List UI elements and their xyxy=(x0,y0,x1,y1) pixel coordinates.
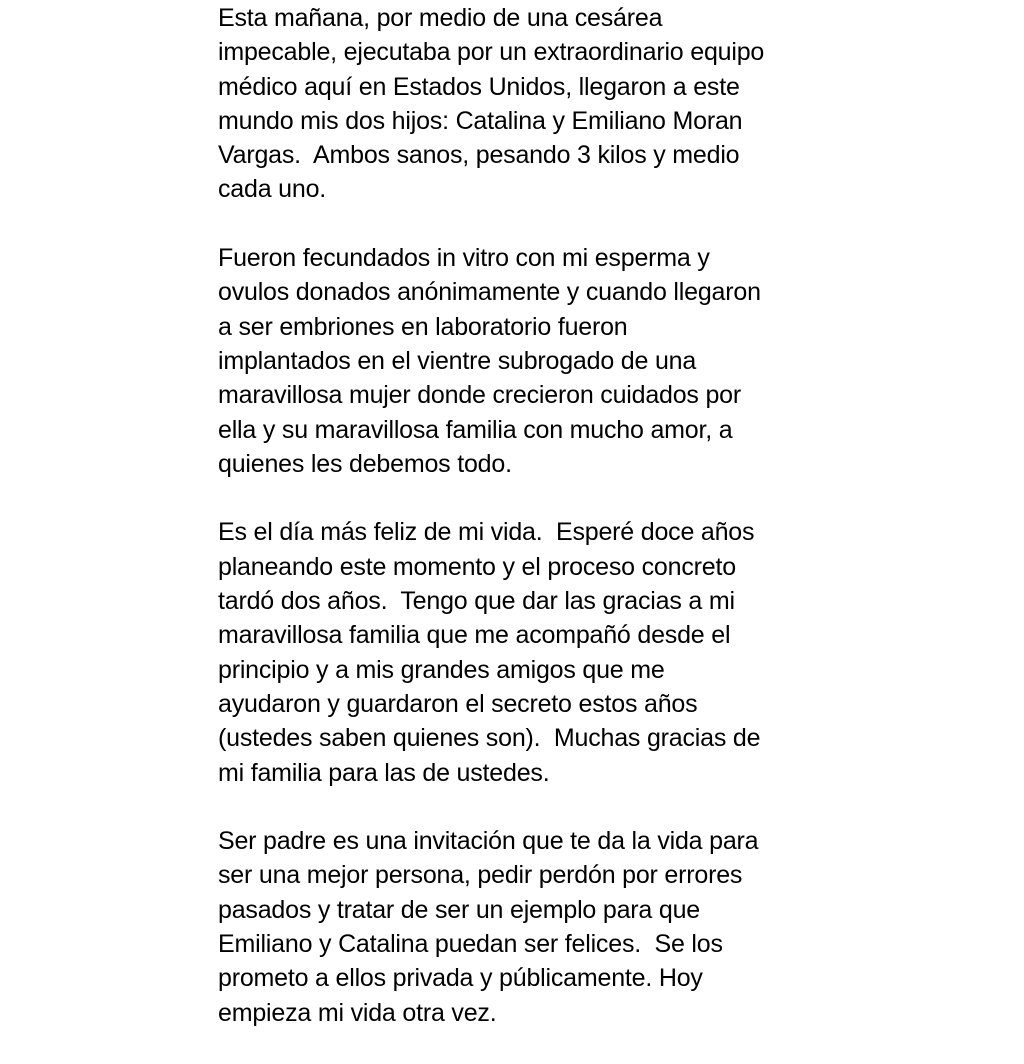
text-line: mi familia para las de ustedes. xyxy=(218,758,550,787)
text-line: principio y a mis grandes amigos que me xyxy=(218,655,665,684)
text-line: (ustedes saben quienes son). Muchas gracias de xyxy=(218,724,761,753)
text-line: impecable, ejecutaba por un extraordinario equipo xyxy=(218,38,765,67)
text-line: Emiliano y Catalina puedan ser felices. Se los xyxy=(218,930,723,959)
text-line: planeando este momento y el proceso concreto xyxy=(218,552,736,581)
text-line: a ser embriones en laboratorio fueron xyxy=(218,312,628,341)
text-line: Es el día más feliz de mi vida. Esperé doce años xyxy=(218,518,755,547)
text-line: pasados y tratar de ser un ejemplo para que xyxy=(218,895,700,924)
text-line: ser una mejor persona, pedir perdón por errores xyxy=(218,861,743,890)
text-line: maravillosa mujer donde crecieron cuidados por xyxy=(218,381,742,410)
paragraph-ivf-process xyxy=(218,241,818,481)
text-line: prometo a ellos privada y públicamente. Hoy xyxy=(218,964,703,993)
text-line: quienes les debemos todo. xyxy=(218,449,512,478)
text-line: cada uno. xyxy=(218,175,327,204)
text-line: médico aquí en Estados Unidos, llegaron a este xyxy=(218,72,740,101)
text-line: Ser padre es una invitación que te da la vida para xyxy=(218,827,759,856)
paragraph-fatherhood xyxy=(218,824,818,1030)
text-line: tardó dos años. Tengo que dar las gracias a mi xyxy=(218,587,735,616)
text-line: Esta mañana, por medio de una cesárea xyxy=(218,4,663,32)
text-line: Vargas. Ambos sanos, pesando 3 kilos y medio xyxy=(218,141,740,170)
text-line: ovulos donados anónimamente y cuando llegaron xyxy=(218,278,761,307)
paragraph-gratitude xyxy=(218,515,818,789)
paragraph-birth-announcement xyxy=(218,1,818,207)
text-line: ayudaron y guardaron el secreto estos años xyxy=(218,689,698,718)
statement-text xyxy=(218,1,818,1064)
text-line: ella y su maravillosa familia con mucho amor, a xyxy=(218,415,733,444)
text-line: empieza mi vida otra vez. xyxy=(218,998,497,1027)
text-line: maravillosa familia que me acompañó desde el xyxy=(218,621,731,650)
text-line: mundo mis dos hijos: Catalina y Emiliano Moran xyxy=(218,106,743,135)
text-line: implantados en el vientre subrogado de una xyxy=(218,346,697,375)
text-line: Fueron fecundados in vitro con mi esperma y xyxy=(218,244,710,273)
